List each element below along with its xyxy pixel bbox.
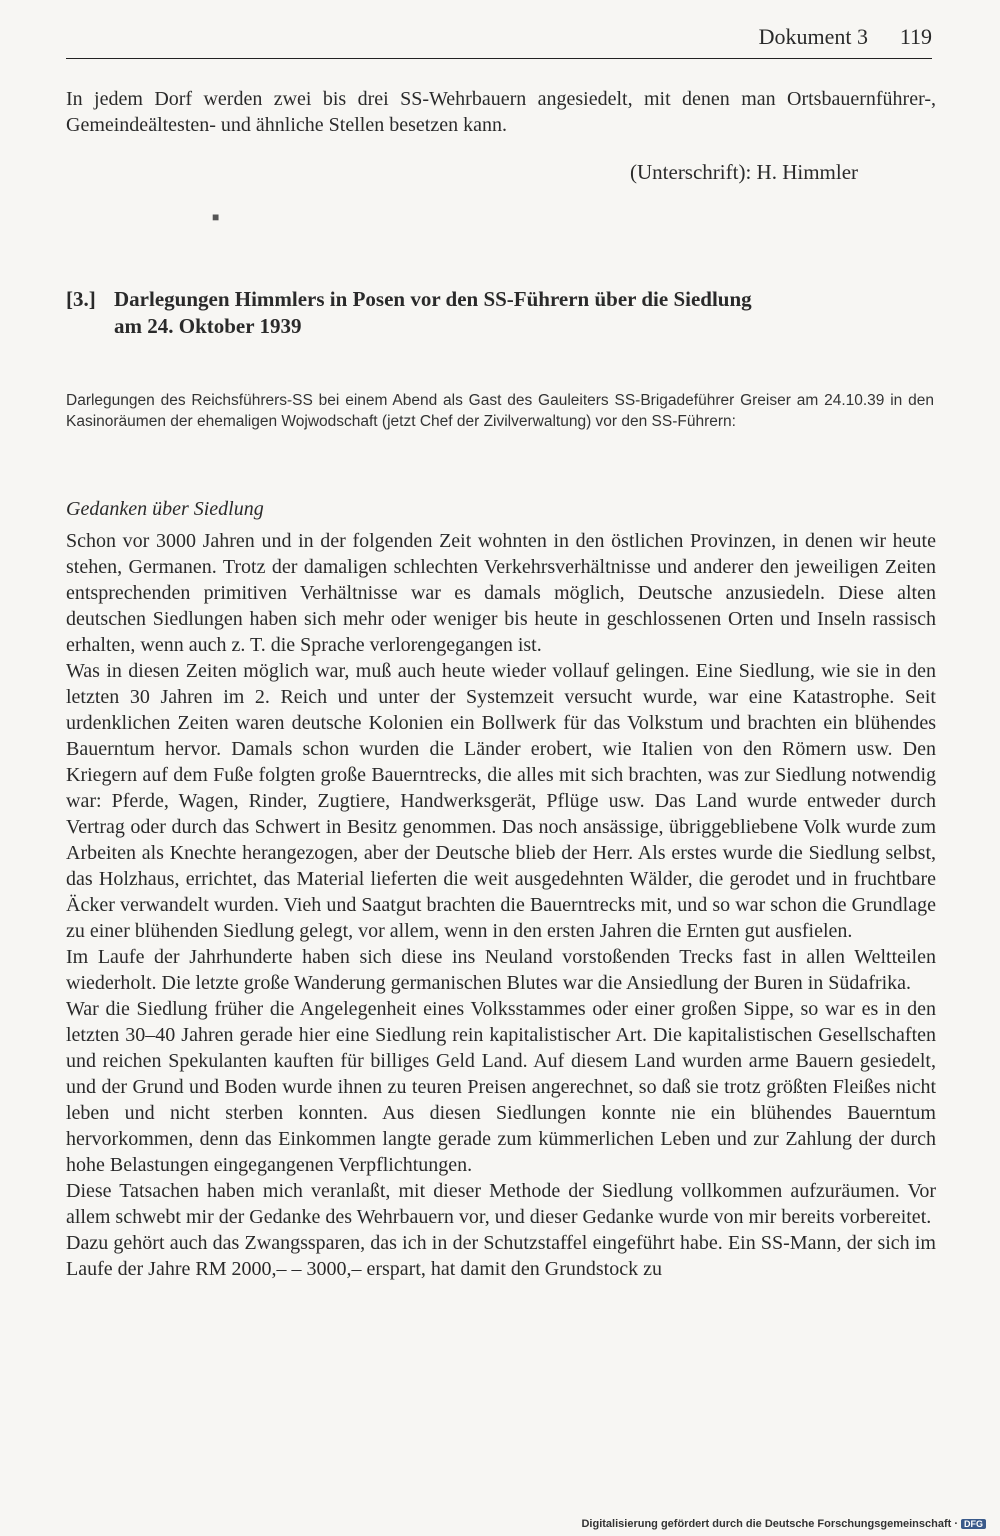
body-paragraph: Diese Tatsachen haben mich veranlaßt, mit dieser Methode der Siedlung vollkommen aufzuräumen. Vor allem schwebt mir der Gedanke des Wehrbauern vor, und dieser Gedanke wurde von mir bereits vorbereitet. <box>66 1180 936 1228</box>
document-title-line2: am 24. Oktober 1939 <box>114 314 302 338</box>
body-paragraph: War die Siedlung früher die Angelegenheit eines Volksstammes oder einer großen Sippe, so war es in den letzten 30–40 Jahren gerade hier eine Siedlung rein kapitalistischer Art. Die kapitalistischen Gesellschaften und reichen Spekulanten kauften für billiges Geld Land. Auf diesem Land wurden arme Bauern gesiedelt, und der Grund und Boden wurde ihnen zu teuren Preisen angerechnet, so daß sie trotz größten Fleißes nicht leben und nicht sterben konnten. Aus diesen Siedlungen konnte nie ein blühendes Bauerntum hervorkommen, denn das Einkommen langte gerade zum kümmerlichen Leben und zur Zahlung der durch hohe Belastungen eingegangenen Verpflichtungen. <box>66 998 936 1176</box>
intro-paragraph: In jedem Dorf werden zwei bis drei SS-Wehrbauern angesiedelt, mit denen man Ortsbauernführer-, Gemeindeältesten- und ähnliche Stellen besetzen kann. <box>66 88 936 136</box>
document-number: [3.] <box>66 287 96 311</box>
body-text <box>66 528 936 1282</box>
digitization-footer <box>581 1518 986 1530</box>
dfg-logo: DFG <box>961 1519 986 1529</box>
preamble: Darlegungen des Reichsführers-SS bei einem Abend als Gast des Gauleiters SS-Brigadeführer Greiser am 24.10.39 in den Kasinoräumen der ehemaligen Wojwodschaft (jetzt Chef der Zivilverwaltung) vor den SS-Führern: <box>66 392 934 430</box>
body-paragraph: Im Laufe der Jahrhunderte haben sich diese ins Neuland vorstoßenden Trecks fast in allen Weltteilen wiederholt. Die letzte große Wanderung germanischen Blutes war die Ansiedlung der Buren in Südafrika. <box>66 946 936 994</box>
page-number: 119 <box>899 24 932 49</box>
header-rule <box>66 58 932 59</box>
document-heading <box>66 286 826 340</box>
body-paragraph: Dazu gehört auch das Zwangssparen, das ich in der Schutzstaffel eingeführt habe. Ein SS-Mann, der sich im Laufe der Jahre RM 2000,– – 3000,– erspart, hat damit den Grundstock zu <box>66 1232 936 1280</box>
body-paragraph: Schon vor 3000 Jahren und in der folgenden Zeit wohnten in den östlichen Provinzen, in denen wir heute stehen, Germanen. Trotz der damaligen schlechten Verkehrsverhältnisse und anderer den jeweiligen Zeiten entsprechenden primitiven Verhältnisse war es damals möglich, Deutsche anzusiedeln. Diese alten deutschen Siedlungen haben sich mehr oder weniger bis heute in geschlossenen Orten und Inseln rassisch erhalten, wenn auch z. T. die Sprache verlorengegangen ist. <box>66 530 936 656</box>
body-paragraph: Was in diesen Zeiten möglich war, muß auch heute wieder vollauf gelingen. Eine Siedlung, wie sie in den letzten 30 Jahren im 2. Reich und unter der Systemzeit versucht wurde, war eine Katastrophe. Seit urdenklichen Zeiten waren deutsche Kolonien ein Bollwerk für das Volkstum und brachten ein blühendes Bauerntum hervor. Damals schon wurden die Länder erobert, wie Italien von den Römern usw. Den Kriegern auf dem Fuße folgten große Bauerntrecks, die alles mit sich brachten, was zur Siedlung notwendig war: Pferde, Wagen, Rinder, Zugtiere, Handwerksgerät, Pflüge usw. Das Land wurde entweder durch Vertrag oder durch das Schwert in Besitz genommen. Das noch ansässige, übriggebliebene Volk wurde zum Arbeiten als Knechte herangezogen, aber der Deutsche blieb der Herr. Als erstes wurde die Siedlung selbst, das Holzhaus, errichtet, das Material lieferten die weit ausgedehnten Wälder, die gerodet und in fruchtbare Äcker verwandelt wurden. Vieh und Saatgut brachten die Bauerntrecks mit, und so war schon die Grundlage zu einer blühenden Siedlung gelegt, vor allem, wenn in den ersten Jahren die Ernten gut ausfielen. <box>66 660 936 942</box>
section-subheading: Gedanken über Siedlung <box>66 498 264 520</box>
scan-mark: ■ <box>212 210 220 224</box>
running-title: Dokument 3 <box>758 24 868 49</box>
document-title-line1: Darlegungen Himmlers in Posen vor den SS-Führern über die Siedlung <box>114 287 752 311</box>
page-header <box>66 24 932 58</box>
signature: (Unterschrift): H. Himmler <box>630 160 859 184</box>
footer-text: Digitalisierung gefördert durch die Deutsche Forschungsgemeinschaft · <box>581 1518 958 1530</box>
